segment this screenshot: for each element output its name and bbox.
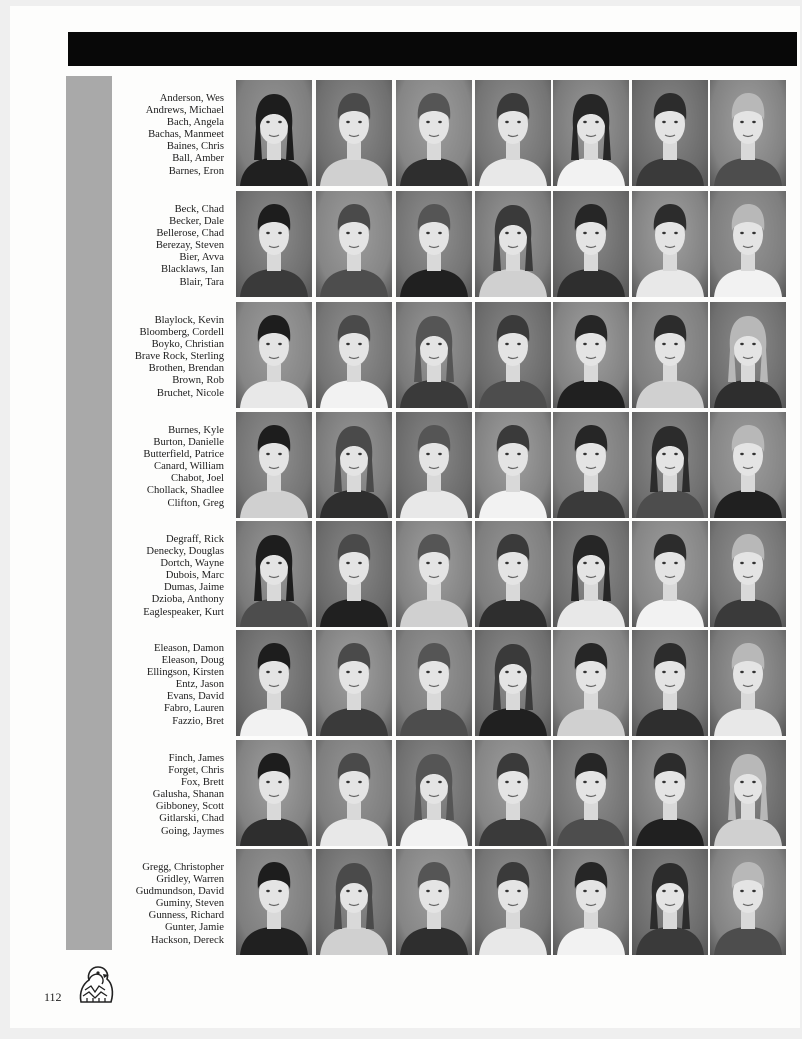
student-portrait [475,412,551,518]
student-name: Barnes, Eron [168,165,224,177]
side-bar [66,76,112,950]
student-portrait [553,630,629,736]
student-name: Gitlarski, Chad [159,813,224,825]
student-name: Hackson, Dereck [151,934,224,946]
header-bar [68,32,797,66]
student-name: Boyko, Christian [151,339,224,351]
student-portrait [316,521,392,627]
student-portrait [316,80,392,186]
student-portrait [396,521,472,627]
photo-row [236,191,786,299]
student-name: Dubois, Marc [165,570,224,582]
student-name: Forget, Chris [168,765,224,777]
name-list [112,753,224,838]
student-name: Gregg, Christopher [142,862,224,873]
student-portrait [632,521,708,627]
student-portrait [632,849,708,955]
student-name: Bier, Avva [179,252,224,264]
student-portrait [236,302,312,408]
student-portrait [710,740,786,846]
student-portrait [396,630,472,736]
student-portrait [553,849,629,955]
photo-row [236,521,786,629]
student-name: Chabot, Joel [171,473,224,485]
student-name: Brothen, Brendan [148,363,224,375]
student-name: Fabro, Lauren [163,703,224,715]
student-portrait [710,521,786,627]
student-portrait [475,521,551,627]
name-list [112,862,224,947]
student-portrait [236,849,312,955]
name-list [112,204,224,289]
student-portrait [632,80,708,186]
student-name: Brave Rock, Sterling [134,351,224,363]
student-name: Bloomberg, Cordell [139,327,224,339]
student-portrait [316,302,392,408]
student-portrait [553,191,629,297]
name-list [112,315,224,400]
student-portrait [553,302,629,408]
student-portrait [316,630,392,736]
student-name: Blaylock, Kevin [154,315,224,326]
student-portrait [236,80,312,186]
photo-row [236,412,786,520]
student-name: Gibboney, Scott [155,801,224,813]
student-name: Fox, Brett [181,777,224,789]
student-name: Gunter, Jamie [165,922,224,934]
student-portrait [396,740,472,846]
student-name: Brown, Rob [172,375,224,387]
student-portrait [316,191,392,297]
student-portrait [553,740,629,846]
student-name: Fazzio, Bret [172,715,224,727]
student-name: Berezay, Steven [155,240,224,252]
student-portrait [553,80,629,186]
student-portrait [710,849,786,955]
student-name: Eaglespeaker, Kurt [143,606,224,618]
student-portrait [236,521,312,627]
mascot-logo [73,962,117,1004]
student-name: Denecky, Douglas [146,546,224,558]
student-portrait [475,849,551,955]
student-portrait [710,630,786,736]
student-portrait [475,191,551,297]
student-portrait [553,412,629,518]
student-name: Dumas, Jaime [163,582,224,594]
student-portrait [316,412,392,518]
student-portrait [396,412,472,518]
name-list [112,534,224,619]
student-portrait [710,412,786,518]
photo-row [236,630,786,738]
student-name: Eleason, Damon [153,643,224,654]
student-name: Bachas, Manmeet [148,129,224,141]
student-portrait [475,302,551,408]
name-list [112,93,224,178]
student-portrait [316,740,392,846]
student-name: Anderson, Wes [159,93,224,104]
student-portrait [632,740,708,846]
student-name: Gunness, Richard [148,910,224,922]
student-portrait [396,80,472,186]
student-portrait [632,191,708,297]
student-name: Finch, James [168,753,224,764]
student-portrait [475,740,551,846]
student-name: Becker, Dale [169,216,224,228]
student-portrait [632,412,708,518]
student-name: Bellerose, Chad [156,228,224,240]
student-name: Dortch, Wayne [160,558,224,570]
photo-row [236,80,786,188]
student-portrait [396,849,472,955]
student-portrait [632,302,708,408]
student-name: Evans, David [166,691,224,703]
student-name: Burnes, Kyle [168,425,224,436]
student-name: Burton, Danielle [153,437,224,449]
student-name: Andrews, Michael [145,105,224,117]
student-portrait [475,80,551,186]
student-name: Galusha, Shanan [152,789,224,801]
student-name: Butterfield, Patrice [143,449,224,461]
student-portrait [553,521,629,627]
student-portrait [710,302,786,408]
student-portrait [236,740,312,846]
student-name: Guminy, Steven [155,898,224,910]
student-portrait [236,412,312,518]
page-number: 112 [44,990,62,1004]
student-name: Going, Jaymes [161,825,224,837]
photo-row [236,849,786,957]
student-name: Ellingson, Kirsten [146,667,224,679]
student-name: Ball, Amber [172,153,224,165]
student-portrait [632,630,708,736]
student-portrait [236,630,312,736]
student-name: Dzioba, Anthony [151,594,224,606]
name-list [112,425,224,510]
student-name: Gridley, Warren [156,874,224,886]
photo-row [236,740,786,848]
student-portrait [396,302,472,408]
photo-row [236,302,786,410]
student-name: Entz, Jason [175,679,224,691]
student-portrait [316,849,392,955]
student-portrait [710,80,786,186]
student-name: Canard, William [154,461,224,473]
name-list [112,643,224,728]
student-portrait [236,191,312,297]
student-name: Gudmundson, David [135,886,224,898]
student-name: Chollack, Shadlee [146,485,224,497]
student-name: Bruchet, Nicole [156,387,224,399]
student-name: Blair, Tara [179,276,224,288]
student-name: Baines, Chris [166,141,224,153]
student-portrait [396,191,472,297]
student-name: Eleason, Doug [161,655,224,667]
student-name: Degraff, Rick [165,534,224,545]
student-portrait [475,630,551,736]
student-name: Blacklaws, Ian [161,264,224,276]
student-name: Bach, Angela [166,117,224,129]
student-name: Beck, Chad [174,204,224,215]
student-name: Clifton, Greg [167,497,224,509]
student-portrait [710,191,786,297]
